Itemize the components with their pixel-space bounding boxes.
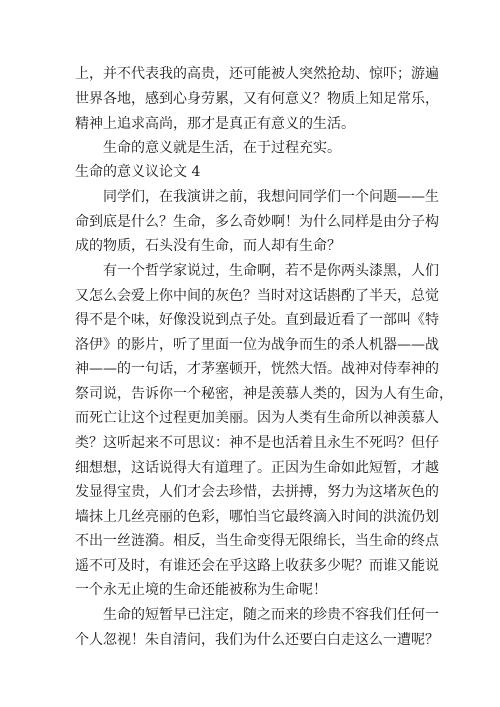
text-line: 世界各地，感到心身劳累，又有何意义？物质上知足常乐， [75,91,439,107]
text-line: 祭司说，告诉你一个秘密，神是羡慕人类的，因为人有生命， [75,386,453,402]
text-line: 又怎么会爱上你中间的灰色？当时对这话斟酌了半天，总觉 [75,288,439,304]
text-line: 精神上追求高尚，那才是真正有意义的生活。 [75,116,355,132]
text-line: 得不是个味，好像没说到点子处。直到最近看了一部叫《特 [75,312,439,328]
text-line: 洛伊》的影片，听了里面一位为战争而生的杀人机器——战 [75,337,439,353]
text-line: 生命的意义就是生活，在于过程充实。 [103,140,341,156]
text-line: 上，并不代表我的高贵，还可能被人突然抢劫、惊吓；游遍 [75,66,439,82]
text-line: 命到底是什么？生命，多么奇妙啊！为什么同样是由分子构 [75,214,439,230]
text-line: 同学们，在我演讲之前，我想问同学们一个问题——生 [103,189,439,205]
text-line: 不出一丝涟漪。相反，当生命变得无限绵长，当生命的终点 [75,533,439,549]
text-line: 成的物质，石头没有生命，而人却有生命？ [75,238,341,254]
text-line: 墙抹上几丝亮丽的色彩，哪怕当它最终滴入时间的洪流仍划 [75,509,439,525]
text-line: 类？这听起来不可思议：神不是也活着且永生不死吗？但仔 [75,435,439,451]
section-heading: 生命的意义议论文 4 [75,164,201,180]
text-line: 神——的一句话，才茅塞顿开，恍然大悟。战神对侍奉神的 [75,361,439,377]
text-line: 而死亡让这个过程更加美丽。因为人类有生命所以神羡慕人 [75,410,439,426]
text-line: 有一个哲学家说过，生命啊，若不是你两头漆黑，人们 [103,263,439,279]
text-line: 个人忽视！朱自清问，我们为什么还要白白走这么一遭呢？ [75,632,439,648]
text-line: 发显得宝贵，人们才会去珍惜，去拼搏，努力为这堵灰色的 [75,484,439,500]
text-line: 遥不可及时，有谁还会在乎这路上收获多少呢？而谁又能说 [75,558,439,574]
text-line: 生命的短暂早已注定，随之而来的珍贵不容我们任何一 [103,607,439,623]
text-line: 细想想，这话说得大有道理了。正因为生命如此短暂，才越 [75,460,439,476]
text-line: 一个永无止境的生命还能被称为生命呢！ [75,582,327,598]
